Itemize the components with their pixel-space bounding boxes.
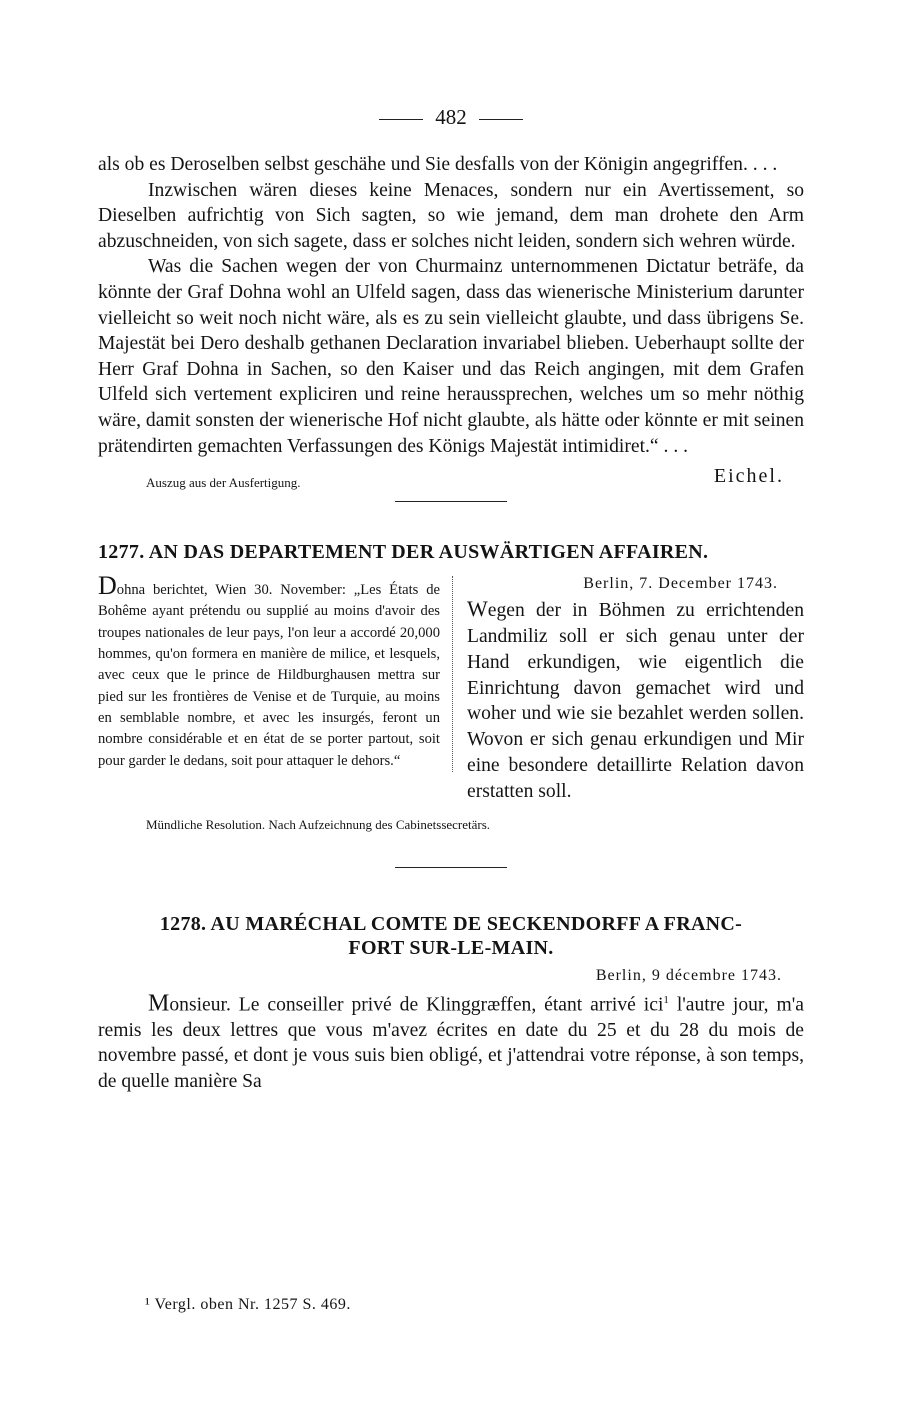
header-dash-right [479,119,523,120]
source-note: Auszug aus der Ausfertigung. [146,475,301,491]
resolution-note: Mündliche Resolution. Nach Aufzeichnung des Cabinetssecretärs. [146,816,491,832]
document-page [98,100,804,1094]
reply-initial: W [467,596,488,622]
page-header [98,100,804,134]
header-dash-left [379,119,423,120]
entry-1277-dateline: Berlin, 7. December 1743. [583,575,778,593]
signature: Eichel. [713,465,784,488]
letter-initial: M [148,990,170,1017]
report-summary [98,571,453,772]
king-reply [453,572,804,804]
report-text: ohna berichtet, Wien 30. November: „Les États de Bohême ayant prétendu ou supplié au moins d'avoir des troupes nationales de leur pays, l'on leur a accordé 20,000 hommes, qu'on formera en manière de milice, et lesquels, avec ceux que le prince de Hildburghausen mettra sur pied sur les frontières de Venise et de Turquie, au moins en semblable nombre, et avec les insurgés, feront un nombre considérable et en état de se porter partout, soit pour garder le dedans, soit pour attaquer le dehors.“ [98,582,440,769]
prev-letter-paragraph-3: Was die Sachen wegen der von Churmainz unternommenen Dictatur beträfe, da könnte der Graf Dohna wohl an Ulfeld sagen, dass das wienerische Ministerium darunter vielleicht so weit noch nicht wäre, als es zu sein vielleicht glaubte, und dass übrigens Se. Majestät bei Dero deshalb gethanen Declaration invariabel blieben. Ueberhaupt sollte der Herr Graf Dohna in Sachen, so den Kaiser und das Reich angingen, mit dem Grafen Ulfeld sich vertement expliciren und reine heraussprechen, welches um so mehr nöthig wäre, damit sonsten der wienerische Hof nicht glaubte, als hätte oder könnte er mit seinen prätendirten gemachten Verfassungen des Königs Majestät intimidiret.“ . . . [98,256,804,457]
letter-text-part-1: onsieur. Le conseiller privé de Klinggræffen, étant arrivé ici [169,994,664,1016]
entry-1278-heading-line-2: FORT SUR-LE-MAIN. [348,936,554,959]
letter-text-part-2: l'autre jour, m'a remis les deux lettres que vous m'avez écrites en date du 25 et du 28 du mois de novembre passé, et dont je vous suis bien obligé, et j'attendrai votre réponse, à son temps, de quelle manière Sa [98,994,804,1092]
entry-1277-columns [98,572,804,804]
prev-letter-paragraph-2: Inzwischen wären dieses keine Menaces, sondern nur ein Avertissement, so Dieselben aufrichtig von Sich sagten, so wie jemand, dem man drohete den Arm abzuschneiden, von sich sagete, dass er solches nicht leiden, sondern sich wehren würde. [98,179,804,252]
section-divider [395,867,507,868]
prev-letter-paragraph-1: als ob es Deroselben selbst geschähe und Sie desfalls von der Königin angegriffen. . . . [98,154,778,175]
entry-1278-dateline: Berlin, 9 décembre 1743. [595,966,782,984]
reply-text: egen der in Böhmen zu errichtenden Landmiliz soll er sich genau unter der Hand erkundigen, wie eigentlich die Einrichtung davon gemachet wird und woher und wie sie bezahlet werden sollen. Wovon er sich genau erkundigen und Mir eine besondere detaillirte Relation davon erstatten soll. [467,600,804,802]
page-number: 482 [435,105,467,129]
reply-text-block [467,596,804,804]
footnote: ¹ Vergl. oben Nr. 1257 S. 469. [145,1296,351,1313]
section-divider [395,501,507,502]
footnote-reference: 1 [663,993,669,1006]
signature-row [98,463,804,499]
letter-paragraph [98,988,804,1095]
entry-1277-heading: 1277. AN DAS DEPARTEMENT DER AUSWÄRTIGEN AFFAIREN. [98,541,709,564]
entry-1278-heading-line-1: 1278. AU MARÉCHAL COMTE DE SECKENDORFF A FRANC- [159,912,743,935]
report-initial: D [98,571,117,601]
